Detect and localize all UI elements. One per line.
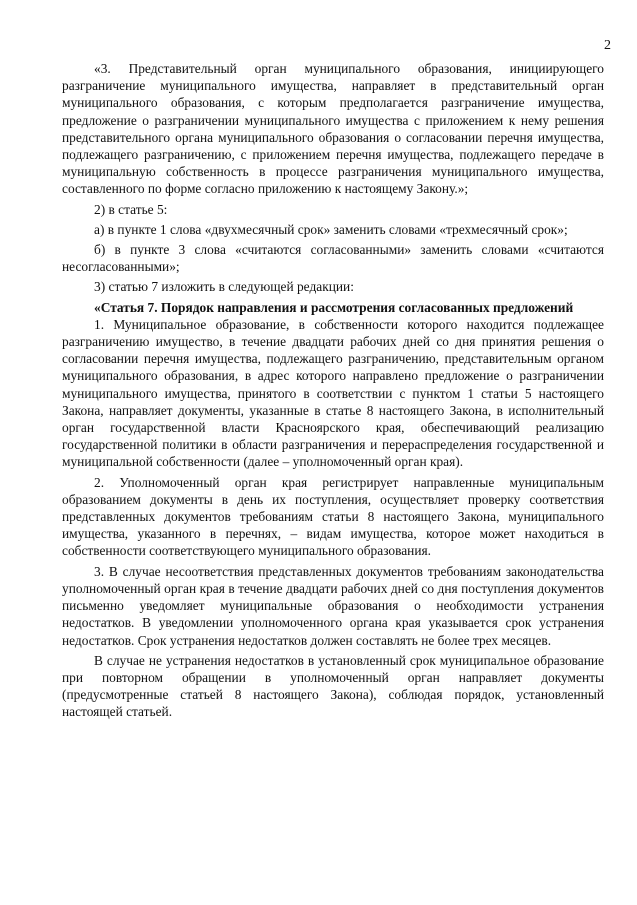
page-number: 2 xyxy=(604,38,611,53)
paragraph-amendment-item-3: «3. Представительный орган муниципального образования, инициирующего разграничение муниципального имущества, направляет в представительный орган муниципального образования, с которым предполагается разграничение имущества, предложение о разграничении муниципального имущества с приложением к нему решения представительного органа муниципального образования о согласовании перечня имущества, подлежащего разграничению, с приложением перечня имущества, подлежащего передаче в муниципальную собственность в процессе разграничения муниципального имущества, составленного по форме согласно приложению к настоящему Закону.»; xyxy=(62,61,604,197)
article-7-heading: «Статья 7. Порядок направления и рассмотрения согласованных предложений xyxy=(94,299,574,315)
paragraph-article-5-a: а) в пункте 1 слова «двухмесячный срок» заменить словами «трехмесячный срок»; xyxy=(94,221,568,237)
article-7-clause-2: 2. Уполномоченный орган края регистрирует направленные муниципальным образованием документы в день их поступления, осуществляет проверку соответствия представленных документов требованиям статьи 8 настоящего Закона, муниципального имущества, указанного в перечнях, – видам имущества, которое может находиться в собственности соответствующего муниципального образования. xyxy=(62,474,604,559)
document-body xyxy=(62,60,604,721)
paragraph-article-7-intro: 3) статью 7 изложить в следующей редакции: xyxy=(94,279,354,295)
paragraph-article-5-intro: 2) в статье 5: xyxy=(94,201,168,217)
article-7-clause-3: 3. В случае несоответствия представленных документов требованиям законодательства уполномоченный орган края в течение двадцати рабочих дней со дня поступления документов письменно уведомляет муниципальные образования о необходимости устранения недостатков. В уведомлении уполномоченного органа края указывается срок устранения недостатков. Срок устранения недостатков должен составлять не более трех месяцев. xyxy=(62,563,604,648)
paragraph-article-5-b: б) в пункте 3 слова «считаются согласованными» заменить словами «считаются несогласованными»; xyxy=(62,242,604,275)
article-7-clause-3-continued: В случае не устранения недостатков в установленный срок муниципальное образование при повторном обращении в уполномоченный орган направляет документы (предусмотренные статьей 8 настоящего Закона), соблюдая порядок, установленный настоящей статьей. xyxy=(62,652,604,720)
article-7-clause-1: 1. Муниципальное образование, в собственности которого находится подлежащее разграничению имущество, в течение двадцати рабочих дней со дня принятия решения о согласовании перечня имущества, подлежащего разграничению, представительным органом муниципального образования, в адрес которого направлено предложение о разграничении муниципального имущества, принятого в соответствии с пунктом 1 статьи 5 настоящего Закона, направляет документы, указанные в статье 8 настоящего Закона, в исполнительный орган государственной власти Красноярского края, обеспечивающий реализацию государственной политики в области разграничения и перераспределения государственной и муниципальной собственности (далее – уполномоченный орган края). xyxy=(62,316,604,470)
